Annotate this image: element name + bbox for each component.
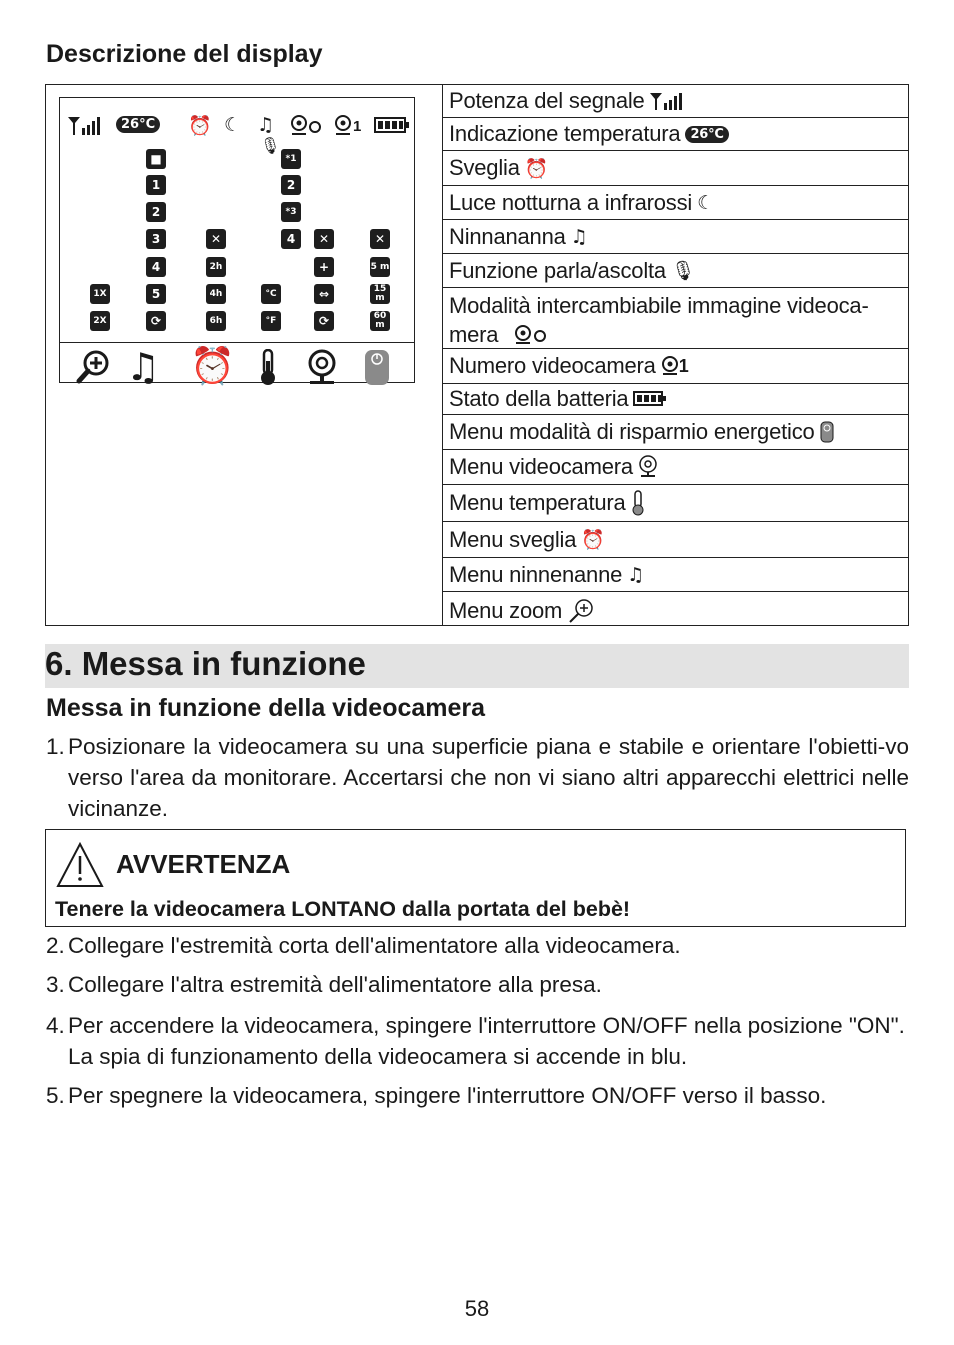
camera-number-icon xyxy=(661,356,679,376)
microphone-icon: 🎙 xyxy=(260,136,281,155)
moon-icon: ☾ xyxy=(224,114,242,136)
display-description-list xyxy=(443,85,908,625)
fahrenheit-glyph: °F xyxy=(261,311,281,331)
display-illustration-cell xyxy=(46,85,443,625)
warning-text: Tenere la videocamera LONTANO dalla portata del bebè! xyxy=(55,897,631,921)
alarm-clock-icon: ⏰ xyxy=(581,529,605,551)
lullaby-2-glyph: 2 xyxy=(146,202,166,222)
battery-icon xyxy=(374,117,410,133)
alarm-4h-glyph: 4h xyxy=(206,284,226,304)
subsection-title: Messa in funzione della videocamera xyxy=(46,694,486,722)
music-note-icon: ♫ xyxy=(257,114,275,136)
page-number: 58 xyxy=(464,1296,490,1321)
camera-icon xyxy=(306,349,338,387)
zoom-2x-glyph: 2X xyxy=(90,311,110,331)
power-save-5m-glyph: 5 m xyxy=(370,257,390,277)
table-row: Modalità intercambiabile immagine videoca- mera xyxy=(443,288,908,349)
table-row: Potenza del segnale xyxy=(443,85,908,118)
display-heading: Descrizione del display xyxy=(46,40,323,68)
table-row: Funzione parla/ascolta 🎙 xyxy=(443,254,908,288)
list-item: 2. Collegare l'estremità corta dell'alimentatore alla videocamera. xyxy=(46,933,681,958)
camera-cycle-glyph: ⟳ xyxy=(314,311,334,331)
cancel-glyph: ✕ xyxy=(206,229,226,249)
power-save-15m-glyph: 15 m xyxy=(370,284,390,304)
camera-number-label: 1 xyxy=(353,118,362,135)
camera-switch-icon xyxy=(290,115,322,137)
table-row: Menu sveglia ⏰ xyxy=(443,522,908,558)
camera-switch-icon xyxy=(514,325,548,345)
alarm-2h-glyph: 2h xyxy=(206,257,226,277)
music-note-icon: ♫ xyxy=(570,225,588,248)
alarm-clock-icon: ⏰ xyxy=(190,346,235,387)
thermometer-icon xyxy=(631,490,645,516)
alarm-clock-icon: ⏰ xyxy=(524,157,549,180)
stop-glyph: ■ xyxy=(146,149,166,169)
camera-3-glyph: *3 xyxy=(281,202,301,222)
display-description-table xyxy=(45,84,909,626)
lullaby-1-glyph: 1 xyxy=(146,175,166,195)
camera-icon xyxy=(638,455,658,479)
camera-number-icon xyxy=(334,115,352,137)
table-row: Menu modalità di risparmio energetico xyxy=(443,415,908,450)
camera-link-glyph: ⇔ xyxy=(314,284,334,304)
repeat-glyph: ⟳ xyxy=(146,311,166,331)
lcd-menu-bar xyxy=(60,342,414,389)
temperature-pill-icon: 26°C xyxy=(685,126,728,143)
add-camera-glyph: + xyxy=(314,257,334,277)
microphone-icon: 🎙 xyxy=(670,260,695,282)
table-row: Sveglia ⏰ xyxy=(443,151,908,186)
section-title: 6. Messa in funzione xyxy=(45,645,366,682)
power-save-off-glyph: ✕ xyxy=(370,229,390,249)
list-item: 4. Per accendere la videocamera, spingere l'interruttore ON/OFF nella posizione "ON". La spia di funzionamento della videocamera si accende in blu. xyxy=(46,1013,905,1069)
warning-title: AVVERTENZA xyxy=(116,849,291,879)
list-item: 1. Posizionare la videocamera su una superficie piana e stabile e orientare l'obietti-vo verso l'area da monitorare. Accertarsi che non vi siano altri apparecchi elettrici nelle vicinanze. xyxy=(46,734,909,821)
table-row: Ninnananna ♫ xyxy=(443,220,908,254)
warning-triangle-icon xyxy=(56,842,104,888)
lullaby-4-glyph: 4 xyxy=(146,257,166,277)
thermometer-icon xyxy=(256,349,280,387)
signal-icon xyxy=(68,116,100,136)
list-item: 3. Collegare l'altra estremità dell'alimentatore alla presa. xyxy=(46,972,602,997)
table-row: Stato della batteria xyxy=(443,384,908,415)
table-row: Numero videocamera 1 xyxy=(443,349,908,384)
music-note-icon: ♫ xyxy=(627,563,644,586)
warning-box xyxy=(45,829,906,927)
signal-icon xyxy=(650,92,684,110)
table-row: Luce notturna a infrarossi ☾ xyxy=(443,186,908,220)
alarm-6h-glyph: 6h xyxy=(206,311,226,331)
camera-2-glyph: 2 xyxy=(281,175,301,195)
battery-icon xyxy=(633,391,667,407)
camera-1-glyph: *1 xyxy=(281,149,301,169)
table-row: Menu videocamera xyxy=(443,450,908,485)
power-save-60m-glyph: 60 m xyxy=(370,311,390,331)
lullaby-5-glyph: 5 xyxy=(146,284,166,304)
power-save-icon xyxy=(820,421,834,443)
camera-4-glyph: 4 xyxy=(281,229,301,249)
table-row: Menu ninnenanne ♫ xyxy=(443,558,908,592)
zoom-1x-glyph: 1X xyxy=(90,284,110,304)
table-row: Indicazione temperatura 26°C xyxy=(443,118,908,151)
zoom-icon xyxy=(567,599,595,623)
lcd-screen-illustration xyxy=(59,97,415,389)
delete-camera-glyph: ✕ xyxy=(314,229,334,249)
list-item: 5. Per spegnere la videocamera, spingere l'interruttore ON/OFF verso il basso. xyxy=(46,1083,827,1108)
power-save-icon xyxy=(364,349,390,387)
table-row: Menu temperatura xyxy=(443,485,908,522)
moon-icon: ☾ xyxy=(697,191,714,214)
alarm-clock-icon: ⏰ xyxy=(188,115,212,137)
lullaby-3-glyph: 3 xyxy=(146,229,166,249)
music-note-icon: ♫ xyxy=(126,345,161,389)
table-row: Menu zoom xyxy=(443,592,908,629)
zoom-icon xyxy=(76,349,112,385)
temperature-pill-icon: 26°C xyxy=(116,116,160,133)
celsius-glyph: °C xyxy=(261,284,281,304)
